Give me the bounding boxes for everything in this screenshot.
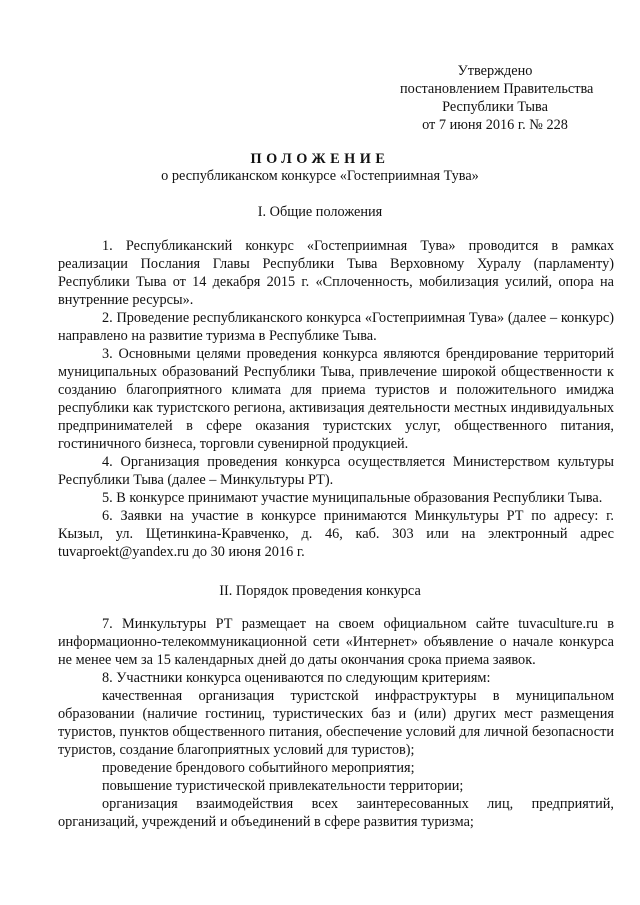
criteria-item: повышение туристической привлекательности территории; bbox=[102, 778, 464, 794]
paragraph: 3. Основными целями проведения конкурса являются брендирование территорий муниципальных образований Республики Тыва, привлечение широкой общественности к созданию благоприятного климата для приема туристов и положительного имиджа республики как туристского региона, активизация деятельности местных индивидуальных предпринимателей в сфере оказания туристских услуг, общественного питания, гостиничного бизнеса, торговли сувенирной продукцией. bbox=[58, 346, 614, 452]
approval-stamp bbox=[400, 62, 594, 134]
paragraph: 6. Заявки на участие в конкурсе принимаются Минкультуры РТ по адресу: г. Кызыл, ул. Щетинкина-Кравченко, д. 46, каб. 303 или на электронный адрес tuvaproekt@yandex.ru до 30 июня 2016 г. bbox=[58, 508, 614, 560]
paragraph: 5. В конкурсе принимают участие муниципальные образования Республики Тыва. bbox=[102, 490, 603, 506]
approval-line: от 7 июня 2016 г. № 228 bbox=[422, 117, 568, 133]
approval-line: Республики Тыва bbox=[442, 99, 548, 115]
section-heading-general: I. Общие положения bbox=[257, 204, 383, 220]
document-title: ПОЛОЖЕНИЕ bbox=[250, 151, 390, 167]
criteria-item: организация взаимодействия всех заинтересованных лиц, предприятий, организаций, учреждений и объединений в сфере развития туризма; bbox=[58, 796, 614, 830]
criteria-item: качественная организация туристской инфраструктуры в муниципальном образовании (наличие гостиниц, туристических баз и (или) других мест размещения туристов, пунктов общественного питания, обеспечение условий для личной безопасности туристов, создание благоприятных условий для туристов); bbox=[58, 688, 614, 758]
section-general-body bbox=[58, 237, 614, 561]
section-procedure-body bbox=[58, 615, 614, 831]
paragraph: 4. Организация проведения конкурса осуществляется Министерством культуры Республики Тыва (далее – Минкультуры РТ). bbox=[58, 454, 614, 488]
approval-line: Утверждено bbox=[457, 63, 533, 79]
document-subtitle: о республиканском конкурсе «Гостеприимная Тува» bbox=[161, 168, 479, 184]
section-heading-procedure: II. Порядок проведения конкурса bbox=[219, 583, 421, 599]
criteria-item: проведение брендового событийного мероприятия; bbox=[102, 760, 415, 776]
approval-line: постановлением Правительства bbox=[400, 81, 594, 97]
paragraph: 8. Участники конкурса оцениваются по следующим критериям: bbox=[102, 670, 491, 686]
paragraph: 1. Республиканский конкурс «Гостеприимная Тува» проводится в рамках реализации Послания Главы Республики Тыва Верховному Хуралу (парламенту) Республики Тыва от 14 декабря 2015 г. «Сплоченность, мобилизация усилий, опора на внутренние ресурсы». bbox=[58, 238, 614, 308]
paragraph: 2. Проведение республиканского конкурса «Гостеприимная Тува» (далее – конкурс) направлено на развитие туризма в Республике Тыва. bbox=[58, 310, 614, 344]
paragraph: 7. Минкультуры РТ размещает на своем официальном сайте tuvaculture.ru в информационно-телекоммуникационной сети «Интернет» объявление о начале конкурса не менее чем за 15 календарных дней до даты окончания срока приема заявок. bbox=[58, 616, 614, 668]
